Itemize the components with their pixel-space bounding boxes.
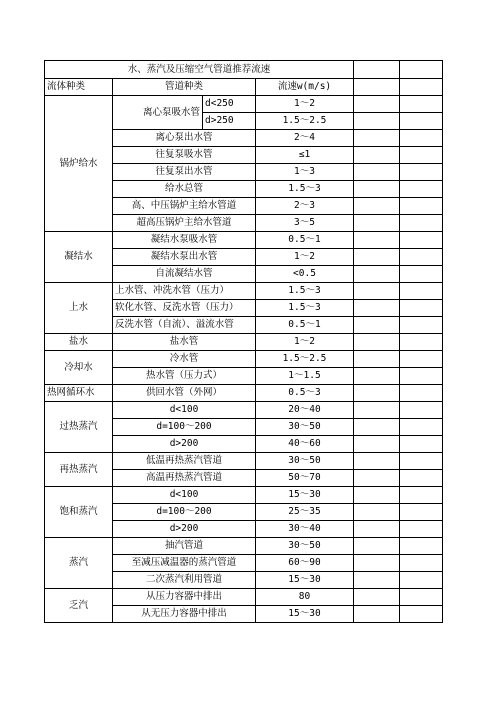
subspec-cell: d<250 — [203, 96, 256, 113]
table-row — [45, 487, 443, 504]
fluid-cell: 盐水 — [45, 334, 113, 351]
empty-cell[interactable] — [400, 249, 443, 266]
table-row — [45, 385, 443, 402]
pipe-cell: 离心泵出水管 — [113, 130, 256, 147]
empty-cell[interactable] — [400, 283, 443, 300]
fluid-cell: 冷却水 — [45, 351, 113, 385]
empty-cell[interactable] — [400, 96, 443, 113]
fluid-cell: 凝结水 — [45, 232, 113, 283]
fluid-cell: 锅炉给水 — [45, 96, 113, 232]
velocity-cell: 3～5 — [256, 215, 354, 232]
empty-cell[interactable] — [354, 504, 400, 521]
empty-cell[interactable] — [400, 232, 443, 249]
empty-cell[interactable] — [400, 606, 443, 623]
empty-cell[interactable] — [354, 317, 400, 334]
pipe-cell: 给水总管 — [113, 181, 256, 198]
empty-cell[interactable] — [354, 589, 400, 606]
velocity-cell: 1.5～3 — [256, 181, 354, 198]
empty-cell[interactable] — [354, 130, 400, 147]
empty-cell[interactable] — [400, 504, 443, 521]
velocity-cell: <0.5 — [256, 266, 354, 283]
table-row — [45, 283, 443, 300]
velocity-cell: 15～30 — [256, 572, 354, 589]
empty-cell[interactable] — [400, 113, 443, 130]
velocity-cell: 15～30 — [256, 606, 354, 623]
pipe-cell: d<100 — [113, 402, 256, 419]
empty-cell[interactable] — [354, 198, 400, 215]
empty-cell[interactable] — [400, 164, 443, 181]
velocity-cell: 20～40 — [256, 402, 354, 419]
empty-cell[interactable] — [400, 61, 443, 79]
pipe-cell: d>200 — [113, 521, 256, 538]
empty-cell[interactable] — [400, 572, 443, 589]
empty-cell[interactable] — [400, 266, 443, 283]
pipe-cell: d<100 — [113, 487, 256, 504]
empty-cell[interactable] — [354, 147, 400, 164]
velocity-cell: 1.5～3 — [256, 283, 354, 300]
pipe-cell: 抽汽管道 — [113, 538, 256, 555]
pipe-cell: 往复泵吸水管 — [113, 147, 256, 164]
empty-cell[interactable] — [354, 61, 400, 79]
velocity-cell: 30～50 — [256, 538, 354, 555]
velocity-cell: 2～3 — [256, 198, 354, 215]
empty-cell[interactable] — [354, 113, 400, 130]
empty-cell[interactable] — [354, 385, 400, 402]
velocity-cell: 30～40 — [256, 521, 354, 538]
empty-cell[interactable] — [400, 181, 443, 198]
empty-cell[interactable] — [400, 368, 443, 385]
empty-cell[interactable] — [400, 538, 443, 555]
empty-cell[interactable] — [354, 351, 400, 368]
empty-cell[interactable] — [400, 487, 443, 504]
pipe-cell: 上水管、冲洗水管（压力） — [113, 283, 256, 300]
empty-cell[interactable] — [400, 198, 443, 215]
empty-cell[interactable] — [354, 334, 400, 351]
empty-cell[interactable] — [400, 317, 443, 334]
header-row — [45, 79, 443, 96]
empty-cell[interactable] — [354, 606, 400, 623]
velocity-cell: 1～3 — [256, 164, 354, 181]
velocity-cell: 25～35 — [256, 504, 354, 521]
pipe-cell: d=100～200 — [113, 504, 256, 521]
fluid-cell: 饱和蒸汽 — [45, 487, 113, 538]
empty-cell[interactable] — [400, 130, 443, 147]
pipe-cell: 反洗水管（自流）、溢流水管 — [113, 317, 256, 334]
empty-cell[interactable] — [354, 538, 400, 555]
title-row — [45, 61, 443, 79]
velocity-cell: 1～2 — [256, 249, 354, 266]
velocity-cell: 0.5～1 — [256, 317, 354, 334]
empty-cell[interactable] — [354, 266, 400, 283]
empty-cell[interactable] — [400, 147, 443, 164]
empty-cell[interactable] — [354, 419, 400, 436]
empty-cell[interactable] — [354, 79, 400, 96]
empty-cell[interactable] — [400, 402, 443, 419]
velocity-cell: 0.5～3 — [256, 385, 354, 402]
empty-cell[interactable] — [354, 300, 400, 317]
header-fluid: 流体种类 — [45, 79, 113, 96]
pipe-cell: d>200 — [113, 436, 256, 453]
empty-cell[interactable] — [354, 572, 400, 589]
pipe-cell: 至减压减温器的蒸汽管道 — [113, 555, 256, 572]
fluid-cell: 上水 — [45, 283, 113, 334]
table-row — [45, 402, 443, 419]
velocity-table — [44, 60, 443, 623]
empty-cell[interactable] — [400, 589, 443, 606]
empty-cell[interactable] — [354, 181, 400, 198]
pipe-cell: 二次蒸汽利用管道 — [113, 572, 256, 589]
empty-cell[interactable] — [400, 419, 443, 436]
velocity-cell: 30～50 — [256, 453, 354, 470]
table-row — [45, 334, 443, 351]
empty-cell[interactable] — [354, 164, 400, 181]
pipe-cell: 往复泵出水管 — [113, 164, 256, 181]
velocity-cell: 1～2 — [256, 334, 354, 351]
fluid-cell: 再热蒸汽 — [45, 453, 113, 487]
empty-cell[interactable] — [400, 334, 443, 351]
empty-cell[interactable] — [400, 300, 443, 317]
velocity-cell: 1～2 — [256, 96, 354, 113]
empty-cell[interactable] — [400, 453, 443, 470]
empty-cell[interactable] — [400, 436, 443, 453]
velocity-cell: 50～70 — [256, 470, 354, 487]
pipe-cell: 冷水管 — [113, 351, 256, 368]
fluid-cell: 蒸汽 — [45, 538, 113, 589]
empty-cell[interactable] — [354, 96, 400, 113]
velocity-cell: 1.5～2.5 — [256, 351, 354, 368]
pipe-cell: 高温再热蒸汽管道 — [113, 470, 256, 487]
empty-cell[interactable] — [354, 215, 400, 232]
velocity-cell: 60～90 — [256, 555, 354, 572]
velocity-cell: 1～1.5 — [256, 368, 354, 385]
pipe-cell: 软化水管、反洗水管（压力） — [113, 300, 256, 317]
empty-cell[interactable] — [354, 368, 400, 385]
velocity-cell: ≤1 — [256, 147, 354, 164]
fluid-cell: 乏汽 — [45, 589, 113, 623]
velocity-cell: 40～60 — [256, 436, 354, 453]
table-row — [45, 96, 443, 113]
velocity-cell: 80 — [256, 589, 354, 606]
fluid-cell: 热网循环水 — [45, 385, 113, 402]
empty-cell[interactable] — [354, 249, 400, 266]
pipe-cell: 从无压力容器中排出 — [113, 606, 256, 623]
table-row — [45, 453, 443, 470]
empty-cell[interactable] — [400, 385, 443, 402]
velocity-cell: 0.5～1 — [256, 232, 354, 249]
empty-cell[interactable] — [400, 470, 443, 487]
empty-cell[interactable] — [354, 521, 400, 538]
empty-cell[interactable] — [400, 215, 443, 232]
velocity-cell: 30～50 — [256, 419, 354, 436]
pipe-cell: 盐水管 — [113, 334, 256, 351]
empty-cell[interactable] — [354, 402, 400, 419]
pipe-cell: 离心泵吸水管 — [113, 96, 203, 130]
pipe-cell: 高、中压锅炉主给水管道 — [113, 198, 256, 215]
pipe-cell: 热水管（压力式） — [113, 368, 256, 385]
header-velocity: 流速w(m/s) — [256, 79, 354, 96]
empty-cell[interactable] — [354, 436, 400, 453]
fluid-cell: 过热蒸汽 — [45, 402, 113, 453]
empty-cell[interactable] — [354, 453, 400, 470]
empty-cell[interactable] — [354, 470, 400, 487]
table-row — [45, 538, 443, 555]
velocity-cell: 1.5～2.5 — [256, 113, 354, 130]
pipe-cell: 凝结水泵出水管 — [113, 249, 256, 266]
pipe-cell: d=100～200 — [113, 419, 256, 436]
velocity-cell: 15～30 — [256, 487, 354, 504]
table-row — [45, 351, 443, 368]
pipe-cell: 供回水管（外网） — [113, 385, 256, 402]
pipe-cell: 凝结水泵吸水管 — [113, 232, 256, 249]
pipe-cell: 低温再热蒸汽管道 — [113, 453, 256, 470]
table-title: 水、蒸汽及压缩空气管道推荐流速 — [45, 61, 354, 79]
empty-cell[interactable] — [354, 283, 400, 300]
velocity-cell: 2～4 — [256, 130, 354, 147]
empty-cell[interactable] — [400, 79, 443, 96]
pipe-cell: 自流凝结水管 — [113, 266, 256, 283]
empty-cell[interactable] — [354, 232, 400, 249]
empty-cell[interactable] — [400, 351, 443, 368]
subspec-cell: d>250 — [203, 113, 256, 130]
pipe-cell: 超高压锅炉主给水管道 — [113, 215, 256, 232]
empty-cell[interactable] — [354, 487, 400, 504]
velocity-cell: 1.5～3 — [256, 300, 354, 317]
table-row — [45, 589, 443, 606]
empty-cell[interactable] — [400, 521, 443, 538]
empty-cell[interactable] — [400, 555, 443, 572]
empty-cell[interactable] — [354, 555, 400, 572]
table-row — [45, 232, 443, 249]
header-pipe: 管道种类 — [113, 79, 256, 96]
pipe-cell: 从压力容器中排出 — [113, 589, 256, 606]
